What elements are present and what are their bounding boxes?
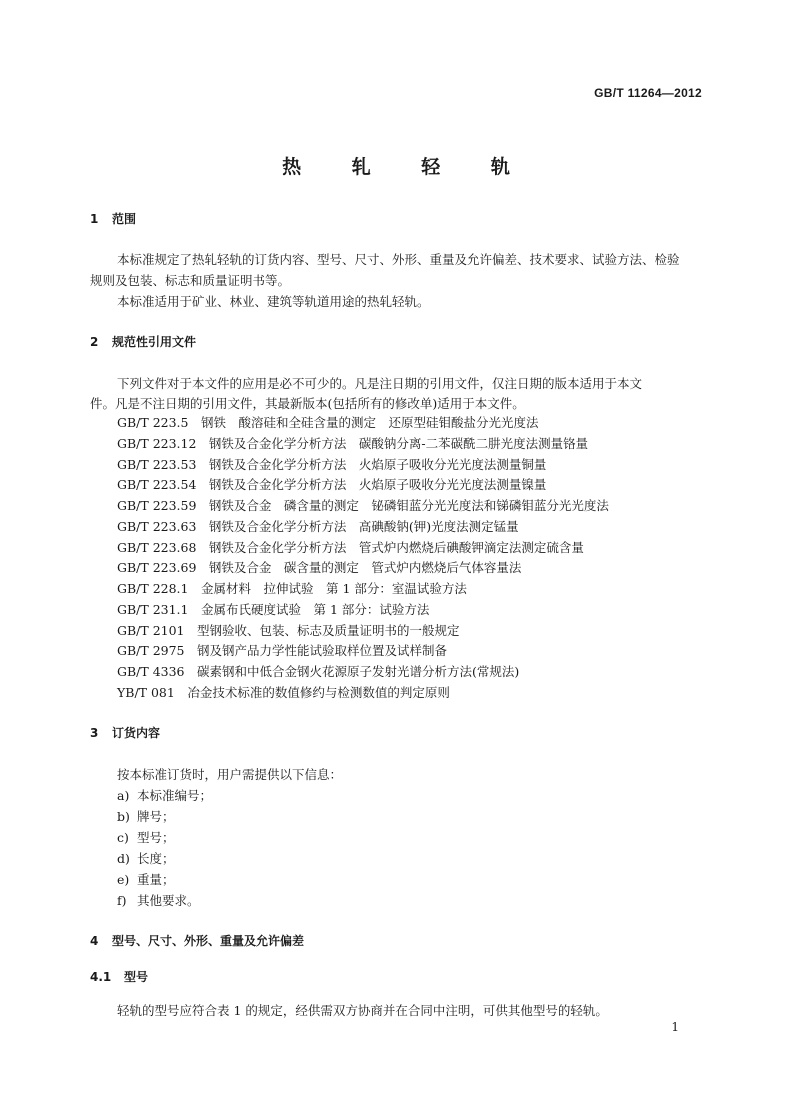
section-title: 型号、尺寸、外形、重量及允许偏差 (112, 934, 305, 948)
reference-item: GB/T 228.1 金属材料 拉伸试验 第 1 部分：室温试验方法 (117, 581, 467, 596)
section-number: 3 (90, 726, 99, 740)
model-paragraph: 轻轨的型号应符合表 1 的规定，经供需双方协商并在合同中注明，可供其他型号的轻轨。 (117, 1003, 608, 1018)
list-marker: d) (117, 851, 130, 866)
reference-item: GB/T 223.12 钢铁及合金化学分析方法 碳酸钠分离-二苯碳酰二肼光度法测量铬量 (117, 435, 589, 451)
reference-item: GB/T 2975 钢及钢产品力学性能试验取样位置及试样制备 (117, 643, 448, 659)
reference-item: GB/T 223.63 钢铁及合金化学分析方法 高碘酸钠(钾)光度法测定锰量 (117, 518, 519, 534)
section-title: 订货内容 (112, 726, 161, 740)
references-intro-line-2: 件。凡是不注日期的引用文件，其最新版本(包括所有的修改单)适用于本文件。 (90, 396, 525, 411)
list-marker: a) (117, 788, 130, 803)
section-2-heading (90, 333, 196, 350)
list-marker: b) (117, 809, 130, 824)
list-item: c) 型号； (117, 827, 212, 848)
reference-item: GB/T 223.5 钢铁 酸溶硅和全硅含量的测定 还原型硅钼酸盐分光光度法 (117, 415, 539, 430)
reference-item: GB/T 223.68 钢铁及合金化学分析方法 管式炉内燃烧后碘酸钾滴定法测定硫含量 (117, 539, 584, 555)
section-title: 规范性引用文件 (112, 335, 197, 349)
section-3-heading (90, 724, 160, 741)
list-item: f) 其他要求。 (117, 890, 212, 911)
section-4-heading (90, 932, 304, 949)
section-number: 2 (90, 335, 99, 349)
normative-references-list (117, 413, 609, 704)
reference-item: GB/T 223.69 钢铁及合金 碳含量的测定 管式炉内燃烧后气体容量法 (117, 560, 522, 576)
section-number: 1 (90, 212, 99, 226)
list-marker: c) (117, 830, 129, 845)
list-marker: f) (117, 893, 127, 908)
scope-paragraph-1: 本标准规定了热轧轻轨的订货内容、型号、尺寸、外形、重量及允许偏差、技术要求、试验方法、检验 (117, 252, 680, 267)
reference-item: GB/T 223.59 钢铁及合金 磷含量的测定 铋磷钼蓝分光光度法和锑磷钼蓝分光光度法 (117, 498, 609, 513)
section-1-heading (90, 210, 136, 227)
list-item: d) 长度； (117, 848, 212, 869)
reference-item: GB/T 223.54 钢铁及合金化学分析方法 火焰原子吸收分光光度法测量镍量 (117, 477, 547, 493)
subsection-4-1-heading (90, 968, 148, 985)
references-intro-line-1: 下列文件对于本文件的应用是必不可少的。凡是注日期的引用文件，仅注日期的版本适用于本文 (117, 376, 643, 391)
list-item: e) 重量； (117, 869, 212, 890)
subsection-title: 型号 (124, 970, 149, 984)
reference-item: GB/T 223.53 钢铁及合金化学分析方法 火焰原子吸收分光光度法测量铜量 (117, 456, 547, 472)
subsection-number: 4.1 (90, 970, 112, 984)
list-marker: e) (117, 872, 130, 887)
standard-code: GB/T 11264—2012 (594, 86, 702, 100)
ordering-items-list (117, 785, 212, 911)
reference-item: GB/T 4336 碳素钢和中低合金钢火花源原子发射光谱分析方法(常规法) (117, 664, 520, 679)
section-number: 4 (90, 934, 99, 948)
list-item: b) 牌号； (117, 806, 212, 827)
ordering-intro: 按本标准订货时，用户需提供以下信息： (117, 767, 343, 782)
section-title: 范围 (112, 212, 137, 226)
scope-paragraph-2: 本标准适用于矿业、林业、建筑等轨道用途的热轧轻轨。 (117, 294, 430, 309)
reference-item: GB/T 2101 型钢验收、包装、标志及质量证明书的一般规定 (117, 622, 460, 638)
document-title: 热 轧 轻 轨 (282, 156, 532, 178)
reference-item: YB/T 081 冶金技术标准的数值修约与检测数值的判定原则 (117, 684, 450, 700)
page-number: 1 (671, 1020, 679, 1034)
list-item: a) 本标准编号； (117, 785, 212, 806)
scope-paragraph-1-continued: 规则及包装、标志和质量证明书等。 (90, 273, 291, 288)
reference-item: GB/T 231.1 金属布氏硬度试验 第 1 部分：试验方法 (117, 601, 430, 617)
